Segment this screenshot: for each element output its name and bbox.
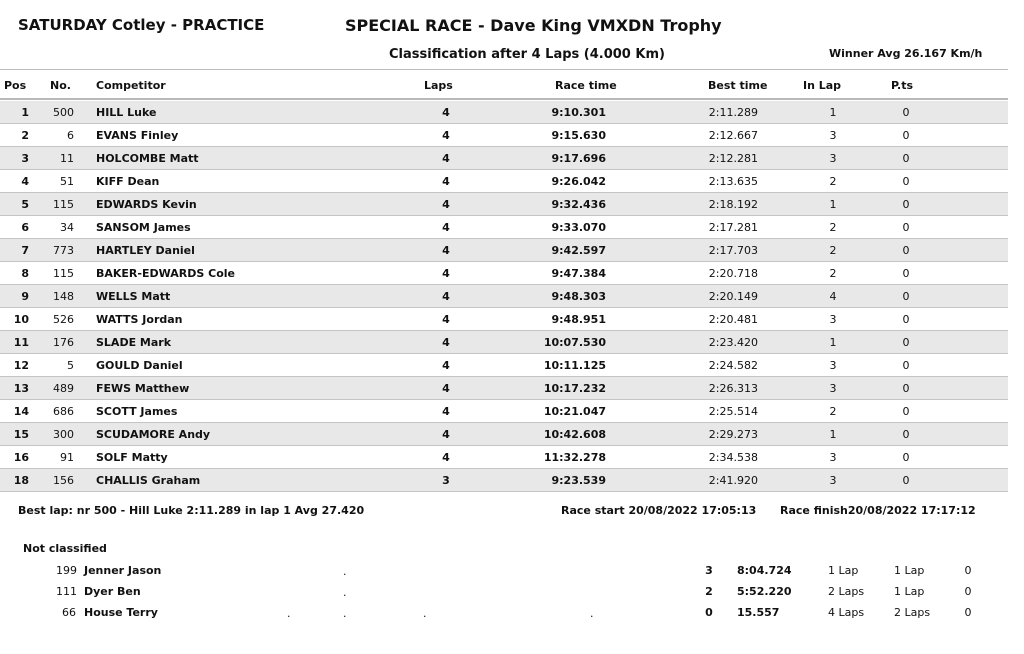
best-lap-summary: Best lap: nr 500 - Hill Luke 2:11.289 in lap 1 Avg 27.420 — [18, 504, 365, 517]
cell-in-lap: 1 — [829, 198, 837, 211]
cell-laps: 3 — [442, 474, 450, 487]
cell-laps: 4 — [442, 382, 450, 395]
cell-race-time: 9:42.597 — [551, 244, 606, 257]
cell-race-time: 9:48.303 — [551, 290, 606, 303]
cell-best-time: 2:20.718 — [708, 267, 758, 280]
cell-race-time: 9:33.070 — [551, 221, 606, 234]
cell-in-lap: 3 — [829, 474, 837, 487]
nc-in-lap: 2 Laps — [894, 606, 931, 619]
cell-points: 0 — [902, 405, 910, 418]
nc-laps: 0 — [705, 606, 713, 619]
cell-best-time: 2:13.635 — [708, 175, 758, 188]
table-row — [0, 423, 1008, 446]
cell-in-lap: 1 — [829, 336, 837, 349]
cell-competitor: WELLS Matt — [96, 290, 171, 303]
cell-best-time: 2:29.273 — [708, 428, 758, 441]
cell-competitor: HILL Luke — [96, 106, 157, 119]
cell-in-lap: 2 — [829, 244, 837, 257]
cell-laps: 4 — [442, 428, 450, 441]
cell-number: 6 — [67, 129, 74, 142]
cell-competitor: SLADE Mark — [96, 336, 172, 349]
cell-points: 0 — [902, 359, 910, 372]
cell-position: 18 — [13, 474, 29, 487]
race-finish: Race finish20/08/2022 17:17:12 — [780, 504, 976, 517]
cell-laps: 4 — [442, 152, 450, 165]
nc-competitor: Jenner Jason — [84, 564, 162, 577]
nc-points: 0 — [964, 606, 972, 619]
cell-position: 12 — [13, 359, 29, 372]
cell-laps: 4 — [442, 336, 450, 349]
cell-competitor: KIFF Dean — [96, 175, 160, 188]
column-header-pos: Pos — [4, 79, 27, 92]
cell-laps: 4 — [442, 451, 450, 464]
not-classified-title: Not classified — [23, 542, 107, 555]
cell-race-time: 10:07.530 — [543, 336, 606, 349]
cell-in-lap: 1 — [829, 106, 837, 119]
cell-number: 115 — [53, 267, 74, 280]
cell-race-time: 10:42.608 — [543, 428, 606, 441]
cell-laps: 4 — [442, 244, 450, 257]
cell-points: 0 — [902, 428, 910, 441]
cell-in-lap: 4 — [829, 290, 837, 303]
table-row — [0, 400, 1008, 423]
table-row — [0, 285, 1008, 308]
nc-in-lap: 1 Lap — [894, 564, 925, 577]
table-row — [0, 446, 1008, 469]
cell-laps: 4 — [442, 129, 450, 142]
cell-position: 13 — [13, 382, 29, 395]
column-header-race-time: Race time — [555, 79, 617, 92]
nc-time: 5:52.220 — [737, 585, 792, 598]
cell-position: 10 — [13, 313, 29, 326]
nc-competitor: House Terry — [84, 606, 158, 619]
cell-number: 5 — [67, 359, 74, 372]
cell-laps: 4 — [442, 198, 450, 211]
cell-best-time: 2:11.289 — [708, 106, 758, 119]
cell-competitor: EDWARDS Kevin — [96, 198, 197, 211]
cell-race-time: 9:17.696 — [551, 152, 606, 165]
cell-race-time: 9:48.951 — [551, 313, 606, 326]
header-divider — [0, 69, 1008, 70]
cell-race-time: 11:32.278 — [543, 451, 606, 464]
leader-dot: . — [343, 565, 347, 578]
cell-best-time: 2:17.281 — [708, 221, 758, 234]
cell-best-time: 2:12.281 — [708, 152, 758, 165]
table-row — [0, 101, 1008, 124]
table-row — [0, 331, 1008, 354]
nc-competitor: Dyer Ben — [84, 585, 141, 598]
cell-position: 5 — [21, 198, 29, 211]
cell-laps: 4 — [442, 359, 450, 372]
nc-laps: 3 — [705, 564, 713, 577]
cell-laps: 4 — [442, 267, 450, 280]
cell-in-lap: 2 — [829, 175, 837, 188]
table-row — [0, 124, 1008, 147]
cell-points: 0 — [902, 152, 910, 165]
nc-time: 15.557 — [737, 606, 780, 619]
nc-behind: 1 Lap — [828, 564, 859, 577]
cell-points: 0 — [902, 336, 910, 349]
table-row — [0, 262, 1008, 285]
cell-in-lap: 3 — [829, 129, 837, 142]
cell-points: 0 — [902, 175, 910, 188]
cell-competitor: FEWS Matthew — [96, 382, 190, 395]
table-row — [0, 239, 1008, 262]
table-row — [0, 469, 1008, 492]
cell-number: 500 — [53, 106, 74, 119]
cell-in-lap: 3 — [829, 451, 837, 464]
column-header-in-lap: In Lap — [803, 79, 842, 92]
cell-race-time: 9:10.301 — [551, 106, 606, 119]
classification-subtitle: Classification after 4 Laps (4.000 Km) — [389, 47, 665, 62]
cell-competitor: HOLCOMBE Matt — [96, 152, 199, 165]
cell-best-time: 2:17.703 — [708, 244, 758, 257]
cell-race-time: 9:23.539 — [551, 474, 606, 487]
cell-points: 0 — [902, 198, 910, 211]
cell-best-time: 2:20.481 — [708, 313, 758, 326]
cell-laps: 4 — [442, 175, 450, 188]
cell-best-time: 2:25.514 — [708, 405, 758, 418]
cell-position: 15 — [13, 428, 29, 441]
event-title: SATURDAY Cotley - PRACTICE — [18, 16, 265, 34]
cell-laps: 4 — [442, 290, 450, 303]
cell-best-time: 2:24.582 — [708, 359, 758, 372]
cell-points: 0 — [902, 382, 910, 395]
nc-points: 0 — [964, 585, 972, 598]
cell-competitor: SCUDAMORE Andy — [96, 428, 211, 441]
cell-best-time: 2:23.420 — [708, 336, 758, 349]
cell-competitor: WATTS Jordan — [96, 313, 183, 326]
cell-position: 2 — [21, 129, 29, 142]
cell-race-time: 9:26.042 — [551, 175, 606, 188]
table-row — [0, 308, 1008, 331]
nc-number: 199 — [56, 564, 77, 577]
cell-points: 0 — [902, 267, 910, 280]
cell-in-lap: 3 — [829, 382, 837, 395]
cell-points: 0 — [902, 290, 910, 303]
nc-laps: 2 — [705, 585, 713, 598]
cell-position: 1 — [21, 106, 29, 119]
cell-position: 7 — [21, 244, 29, 257]
cell-competitor: CHALLIS Graham — [96, 474, 201, 487]
nc-behind: 2 Laps — [828, 585, 865, 598]
nc-behind: 4 Laps — [828, 606, 865, 619]
cell-best-time: 2:18.192 — [708, 198, 758, 211]
column-header-no: No. — [50, 79, 71, 92]
leader-dot: . — [287, 607, 291, 620]
cell-number: 51 — [60, 175, 74, 188]
race-start: Race start 20/08/2022 17:05:13 — [561, 504, 757, 517]
cell-position: 4 — [21, 175, 29, 188]
cell-number: 686 — [53, 405, 74, 418]
table-row — [0, 147, 1008, 170]
leader-dot: . — [590, 607, 594, 620]
cell-position: 8 — [21, 267, 29, 280]
nc-time: 8:04.724 — [737, 564, 792, 577]
cell-competitor: SOLF Matty — [96, 451, 168, 464]
cell-competitor: BAKER-EDWARDS Cole — [96, 267, 235, 280]
column-header-best-time: Best time — [708, 79, 768, 92]
cell-best-time: 2:34.538 — [708, 451, 758, 464]
cell-position: 6 — [21, 221, 29, 234]
cell-in-lap: 3 — [829, 313, 837, 326]
cell-position: 16 — [13, 451, 29, 464]
cell-best-time: 2:12.667 — [708, 129, 758, 142]
cell-laps: 4 — [442, 313, 450, 326]
cell-number: 156 — [53, 474, 74, 487]
cell-number: 773 — [53, 244, 74, 257]
cell-points: 0 — [902, 313, 910, 326]
cell-number: 300 — [53, 428, 74, 441]
cell-race-time: 9:47.384 — [551, 267, 606, 280]
cell-number: 526 — [53, 313, 74, 326]
cell-number: 176 — [53, 336, 74, 349]
cell-position: 14 — [13, 405, 29, 418]
cell-position: 3 — [21, 152, 29, 165]
cell-race-time: 9:32.436 — [551, 198, 606, 211]
nc-in-lap: 1 Lap — [894, 585, 925, 598]
nc-points: 0 — [964, 564, 972, 577]
table-row — [0, 354, 1008, 377]
column-header-divider — [0, 98, 1008, 100]
cell-number: 34 — [60, 221, 74, 234]
cell-in-lap: 2 — [829, 221, 837, 234]
cell-number: 11 — [60, 152, 74, 165]
cell-points: 0 — [902, 221, 910, 234]
cell-in-lap: 3 — [829, 359, 837, 372]
cell-laps: 4 — [442, 221, 450, 234]
column-header-laps: Laps — [424, 79, 453, 92]
cell-competitor: SCOTT James — [96, 405, 178, 418]
cell-number: 489 — [53, 382, 74, 395]
cell-in-lap: 1 — [829, 428, 837, 441]
race-title: SPECIAL RACE - Dave King VMXDN Trophy — [345, 16, 722, 35]
cell-laps: 4 — [442, 106, 450, 119]
cell-in-lap: 2 — [829, 267, 837, 280]
table-row — [0, 216, 1008, 239]
leader-dot: . — [343, 607, 347, 620]
cell-laps: 4 — [442, 405, 450, 418]
cell-race-time: 10:11.125 — [543, 359, 606, 372]
cell-number: 91 — [60, 451, 74, 464]
column-header-points: P.ts — [891, 79, 914, 92]
leader-dot: . — [343, 586, 347, 599]
cell-points: 0 — [902, 244, 910, 257]
cell-points: 0 — [902, 129, 910, 142]
cell-race-time: 10:21.047 — [543, 405, 606, 418]
cell-competitor: EVANS Finley — [96, 129, 179, 142]
cell-points: 0 — [902, 451, 910, 464]
cell-best-time: 2:26.313 — [708, 382, 758, 395]
column-header-competitor: Competitor — [96, 79, 166, 92]
cell-best-time: 2:20.149 — [708, 290, 758, 303]
cell-points: 0 — [902, 474, 910, 487]
table-row — [0, 170, 1008, 193]
cell-competitor: HARTLEY Daniel — [96, 244, 195, 257]
nc-number: 111 — [56, 585, 77, 598]
cell-number: 115 — [53, 198, 74, 211]
leader-dot: . — [423, 607, 427, 620]
cell-position: 11 — [13, 336, 29, 349]
cell-competitor: GOULD Daniel — [96, 359, 183, 372]
cell-number: 148 — [53, 290, 74, 303]
cell-competitor: SANSOM James — [96, 221, 191, 234]
cell-race-time: 9:15.630 — [551, 129, 606, 142]
winner-average: Winner Avg 26.167 Km/h — [829, 47, 983, 60]
cell-in-lap: 3 — [829, 152, 837, 165]
cell-in-lap: 2 — [829, 405, 837, 418]
table-row — [0, 377, 1008, 400]
nc-number: 66 — [62, 606, 76, 619]
cell-position: 9 — [21, 290, 29, 303]
table-row — [0, 193, 1008, 216]
cell-points: 0 — [902, 106, 910, 119]
cell-best-time: 2:41.920 — [708, 474, 758, 487]
cell-race-time: 10:17.232 — [543, 382, 606, 395]
